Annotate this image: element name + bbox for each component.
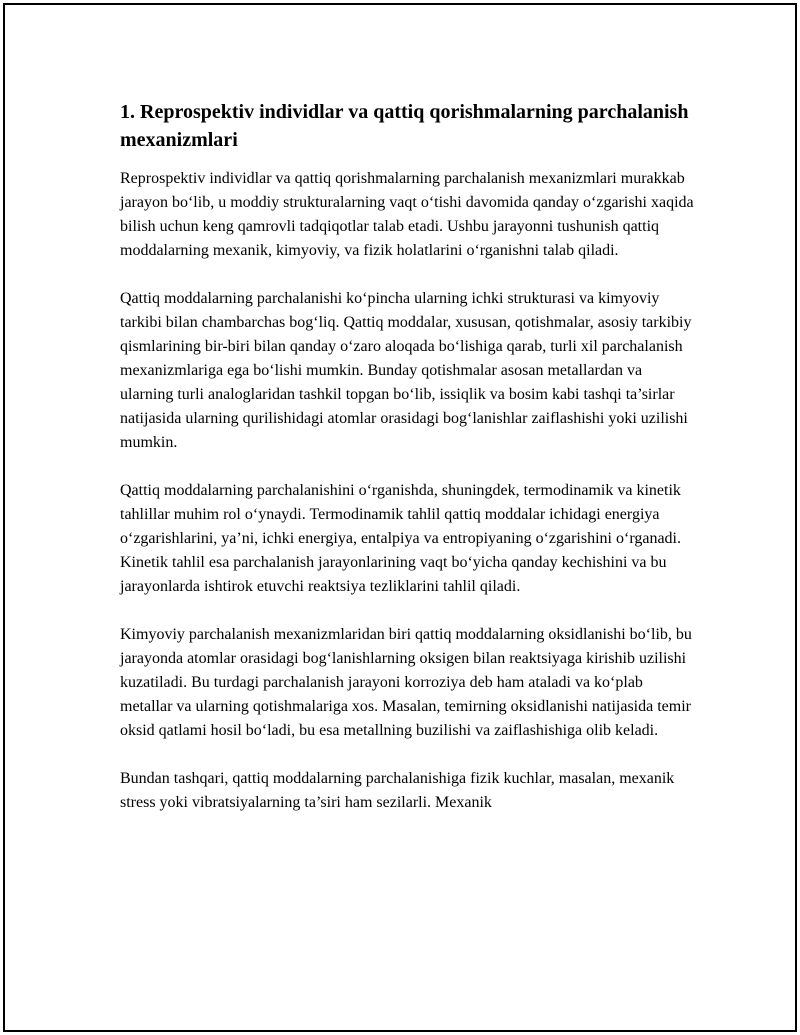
paragraph-3: Qattiq moddalarning parchalanishini o‘rganishda, shuningdek, termodinamik va kinetik tahlillar muhim rol o‘ynaydi. Termodinamik tahlil qattiq moddalar ichidagi energiya o‘zgarishlarini, ya’ni, ichki energiya, entalpiya va entropiyaning o‘zgarishini o‘rganadi. Kinetik tahlil esa parchalanish jarayonlarining vaqt bo‘yicha qanday kechishini va bu jarayonlarda ishtirok etuvchi reaktsiya tezliklarini tahlil qiladi.: [120, 482, 681, 595]
paragraph-1: Reprospektiv individlar va qattiq qorishmalarning parchalanish mexanizmlari murakkab jarayon bo‘lib, u moddiy strukturalarning vaqt o‘tishi davomida qanday o‘zgarishi xaqida bilish uchun keng qamrovli tadqiqotlar talab etadi. Ushbu jarayonni tushunish qattiq moddalarning mexanik, kimyoviy, va fizik holatlarini o‘rganishni talab qiladi.: [120, 170, 694, 259]
page-frame: [3, 3, 797, 1032]
section-heading: 1. Reprospektiv individlar va qattiq qorishmalarning parchalanish mexanizmlari: [120, 101, 689, 151]
document-body: [120, 98, 695, 839]
paragraph-5: Bundan tashqari, qattiq moddalarning parchalanishiga fizik kuchlar, masalan, mexanik stress yoki vibratsiyalarning ta’siri ham sezilarli. Mexanik: [120, 770, 675, 811]
paragraph-4: Kimyoviy parchalanish mexanizmlaridan biri qattiq moddalarning oksidlanishi bo‘lib, bu jarayonda atomlar orasidagi bog‘lanishlarning oksigen bilan reaktsiyaga kirishib uzilishi kuzatiladi. Bu turdagi parchalanish jarayoni korroziya deb ham ataladi va ko‘plab metallar va ularning qotishmalariga xos. Masalan, temirning oksidlanishi natijasida temir oksid qatlami hosil bo‘ladi, bu esa metallning buzilishi va zaiflashishiga olib keladi.: [120, 626, 692, 739]
paragraph-2: Qattiq moddalarning parchalanishi ko‘pincha ularning ichki strukturasi va kimyoviy tarkibi bilan chambarchas bog‘liq. Qattiq moddalar, xususan, qotishmalar, asosiy tarkibiy qismlarining bir-biri bilan qanday o‘zaro aloqada bo‘lishiga qarab, turli xil parchalanish mexanizmlariga ega bo‘lishi mumkin. Bunday qotishmalar asosan metallardan va ularning turli analoglaridan tashkil topgan bo‘lib, issiqlik va bosim kabi tashqi ta’sirlar natijasida ularning qurilishidagi atomlar orasidagi bog‘lanishlar zaiflashishi yoki uzilishi mumkin.: [120, 290, 692, 451]
